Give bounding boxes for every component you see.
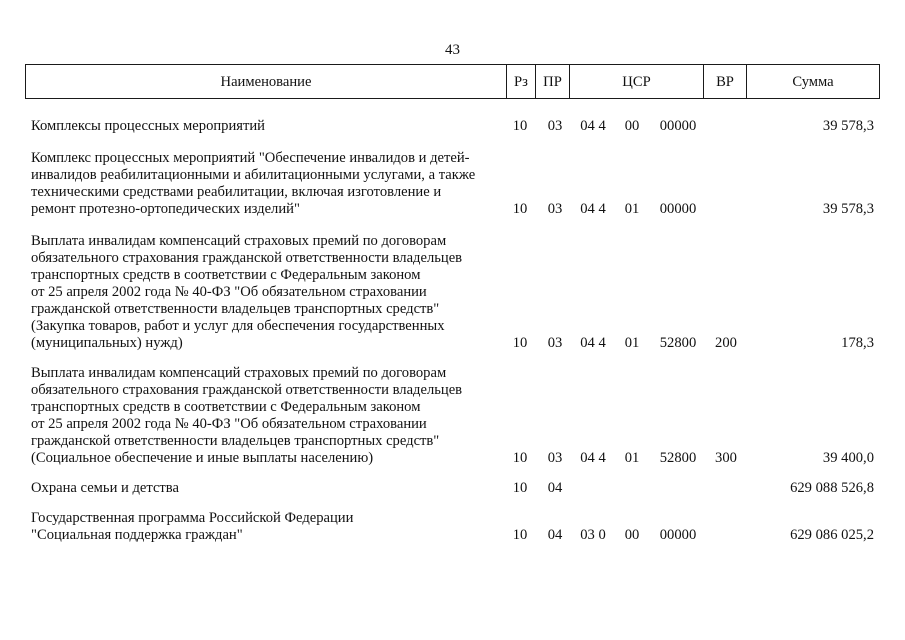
row-name: Комплекс процессных мероприятий "Обеспечение инвалидов и детей- инвалидов реабилитационными и абилитационными услугами, а также техническими средствами реабилитации, включая изготовление и ремонт протезно-ортопедических изделий" bbox=[31, 150, 476, 217]
row-sum: 629 088 526,8 bbox=[790, 480, 874, 496]
header-sum: Сумма bbox=[792, 74, 834, 90]
row-sum: 178,3 bbox=[841, 335, 874, 351]
page-number: 43 bbox=[445, 42, 460, 58]
row-pr: 03 bbox=[547, 450, 563, 466]
row-rz: 10 bbox=[512, 118, 528, 134]
row-csr-program: 03 0 bbox=[580, 527, 606, 543]
header-vr: ВР bbox=[716, 74, 734, 90]
row-rz: 10 bbox=[512, 480, 528, 496]
row-pr: 03 bbox=[547, 201, 563, 217]
row-pr: 04 bbox=[547, 527, 563, 543]
row-csr-subprogram: 00 bbox=[624, 118, 640, 134]
row-csr-subprogram: 01 bbox=[624, 335, 640, 351]
row-sum: 39 400,0 bbox=[822, 450, 874, 466]
row-vr: 300 bbox=[715, 450, 737, 466]
row-csr-subprogram: 01 bbox=[624, 201, 640, 217]
table-header bbox=[25, 64, 880, 99]
row-name: Государственная программа Российской Федерации "Социальная поддержка граждан" bbox=[31, 510, 354, 543]
row-csr-direction: 52800 bbox=[659, 335, 697, 351]
row-csr-program: 04 4 bbox=[580, 118, 606, 134]
row-rz: 10 bbox=[512, 335, 528, 351]
header-pr: ПР bbox=[543, 74, 562, 90]
row-csr-program: 04 4 bbox=[580, 201, 606, 217]
header-rz: Рз bbox=[514, 74, 528, 90]
row-name: Выплата инвалидам компенсаций страховых премий по договорам обязательного страхования гражданской ответственности владельцев транспортных средств в соответствии с Федеральным законом от 25 апреля 2002 года № 40-ФЗ "Об обязательном страховании гражданской ответственности владельцев транспортных средств" (Социальное обеспечение и иные выплаты населению) bbox=[31, 365, 463, 466]
row-csr-direction: 00000 bbox=[659, 118, 697, 134]
row-sum: 39 578,3 bbox=[822, 201, 874, 217]
row-csr-direction: 52800 bbox=[659, 450, 697, 466]
row-rz: 10 bbox=[512, 450, 528, 466]
header-name: Наименование bbox=[220, 74, 312, 90]
row-name: Комплексы процессных мероприятий bbox=[31, 118, 265, 134]
row-csr-subprogram: 00 bbox=[624, 527, 640, 543]
row-pr: 04 bbox=[547, 480, 563, 496]
header-csr: ЦСР bbox=[622, 74, 651, 90]
row-sum: 39 578,3 bbox=[822, 118, 874, 134]
row-sum: 629 086 025,2 bbox=[790, 527, 874, 543]
row-name: Выплата инвалидам компенсаций страховых премий по договорам обязательного страхования гражданской ответственности владельцев транспортных средств в соответствии с Федеральным законом от 25 апреля 2002 года № 40-ФЗ "Об обязательном страховании гражданской ответственности владельцев транспортных средств" (Закупка товаров, работ и услуг для обеспечения государственных (муниципальных) нужд) bbox=[31, 233, 463, 351]
row-name: Охрана семьи и детства bbox=[31, 480, 179, 496]
row-rz: 10 bbox=[512, 201, 528, 217]
row-vr: 200 bbox=[715, 335, 737, 351]
row-csr-program: 04 4 bbox=[580, 450, 606, 466]
row-csr-direction: 00000 bbox=[659, 527, 697, 543]
row-rz: 10 bbox=[512, 527, 528, 543]
row-pr: 03 bbox=[547, 335, 563, 351]
row-csr-program: 04 4 bbox=[580, 335, 606, 351]
row-csr-subprogram: 01 bbox=[624, 450, 640, 466]
row-pr: 03 bbox=[547, 118, 563, 134]
row-csr-direction: 00000 bbox=[659, 201, 697, 217]
